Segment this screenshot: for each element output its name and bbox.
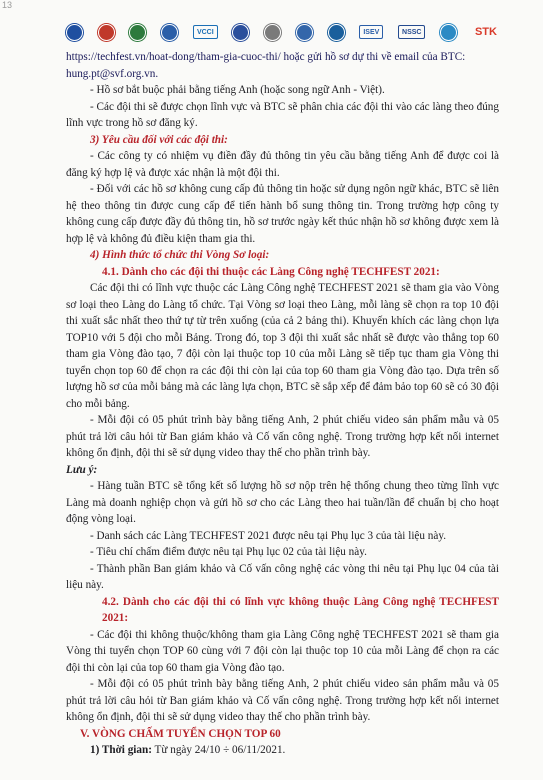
bullet-english-required: - Hồ sơ bắt buộc phải bằng tiếng Anh (hoặc song ngữ Anh - Việt). <box>90 84 385 96</box>
logo-10: ISEV <box>359 25 383 39</box>
bullet-presentation-format-2: - Mỗi đội có 05 phút trình bày bằng tiếng Anh, 2 phút chiếu video sản phẩm mẫu và 05 phút trả lời câu hỏi từ Ban giám khảo và Cố vấn công nghệ. Trong trường hợp kết nối internet không ổn định, đội thi sẽ sử dụng video thay thế cho phần trình bày. <box>66 678 499 723</box>
logo-4 <box>161 24 178 41</box>
paragraph-village-round: Các đội thi có lĩnh vực thuộc các Làng Công nghệ TECHFEST 2021 sẽ tham gia vào Vòng sơ loại theo Làng do Làng tổ chức. Tại Vòng sơ loại theo Làng, mỗi làng sẽ chọn ra top 10 đội thi xuất sắc nhất theo thứ tự từ trên xuống (của cả 2 bảng thi). Khuyến khích các làng chọn lựa TOP10 với 5 đội cho mỗi Bảng. Trong đó, top 3 đội thi xuất sắc nhất sẽ được vào thẳng top 60 tham gia Vòng đào tạo, 7 đội còn lại thuộc top 10 của mỗi Làng sẽ tiếp tục tham gia Vòng thi tuyển chọn top 60 để chọn ra các đội thi còn lại của top 60 tham gia Vòng đào tạo. Dựa trên số lượng hồ sơ của mỗi bảng mà các làng lựa chọn, BTC sẽ sắp xếp để đảm bảo top 60 sẽ có 30 đội cho mỗi bảng. <box>66 282 499 410</box>
subsection-heading-4-1: 4.1. Dành cho các đội thi thuộc các Làng Công nghệ TECHFEST 2021: <box>102 265 440 278</box>
note-village-list: - Danh sách các Làng TECHFEST 2021 được nêu tại Phụ lục 3 của tài liệu này. <box>90 529 447 542</box>
bullet-presentation-format: - Mỗi đội có 05 phút trình bày bằng tiếng Anh, 2 phút chiếu video sản phẩm mẫu và 05 phút trả lời câu hỏi từ Ban giám khảo và Cố vấn công nghệ. Trong trường hợp kết nối internet không ổn định, đội thi sẽ sử dụng video thay thế cho phần trình bày. <box>66 414 499 459</box>
section-heading-4: 4) Hình thức tổ chức thi Vòng Sơ loại: <box>90 249 270 261</box>
note-judges: - Thành phần Ban giám khảo và Cố vấn công nghệ các vòng thi nêu tại Phụ lục 04 của tài liệu này. <box>66 562 499 591</box>
bullet-company-duty: - Các công ty có nhiệm vụ điền đầy đủ thông tin yêu cầu bằng tiếng Anh để được coi là đăng ký hợp lệ và được xác nhận là một đội thi. <box>66 150 499 179</box>
logo-2 <box>98 24 115 41</box>
logo-9 <box>328 24 345 41</box>
logo-3 <box>129 24 146 41</box>
logo-12 <box>440 24 457 41</box>
time-line <box>66 742 499 759</box>
link-paragraph <box>66 49 499 82</box>
logo-1 <box>66 24 83 41</box>
section-heading-5: V. VÒNG CHẤM TUYỂN CHỌN TOP 60 <box>80 727 281 740</box>
document-body <box>66 49 499 759</box>
note-criteria: - Tiêu chí chấm điểm được nêu tại Phụ lục 02 của tài liệu này. <box>90 546 367 558</box>
section-heading-3: 3) Yêu cầu đối với các đội thi: <box>90 133 228 146</box>
logo-7 <box>264 24 281 41</box>
note-heading: Lưu ý: <box>66 463 98 476</box>
bullet-incomplete-files: - Đối với các hồ sơ không cung cấp đủ thông tin hoặc sử dụng ngôn ngữ khác, BTC sẽ liên hệ theo thông tin được cung cấp để tiến hành bổ sung thông tin. Trong trường hợp công ty không cung cấp được đầy đủ thông tin, hồ sơ trước ngày kết thúc nhận hồ sơ không được xem là hợp lệ và không đủ điều kiện tham gia thi. <box>66 183 499 245</box>
time-value: Từ ngày 24/10 ÷ 06/11/2021. <box>151 744 286 756</box>
note-weekly-summary: - Hàng tuần BTC sẽ tổng kết số lượng hồ sơ nộp trên hệ thống chung theo từng lĩnh vực Làng mà doanh nghiệp chọn và gửi hồ sơ cho các Làng theo hai tuần/lần để chuẩn bị cho hoạt động vòng loại. <box>66 480 499 525</box>
logo-8 <box>296 24 313 41</box>
subsection-heading-4-2: 4.2. Dành cho các đội thi có lĩnh vực không thuộc Làng Công nghệ TECHFEST 2021: <box>102 595 499 624</box>
logo-5: VCCI <box>193 25 218 39</box>
logo-11: NSSC <box>398 25 425 39</box>
sponsor-logo-bar <box>66 22 500 42</box>
page-number: 13 <box>2 0 13 10</box>
bullet-non-village-teams: - Các đội thi không thuộc/không tham gia Làng Công nghệ TECHFEST 2021 sẽ tham gia Vòng thi tuyển chọn TOP 60 cùng với 7 đội còn lại thuộc top 10 của mỗi Làng để chọn ra các đội thi còn lại của top 60 tham gia Vòng đào tạo. <box>66 628 499 674</box>
time-label: 1) Thời gian: <box>90 744 152 756</box>
logo-13: STK <box>474 26 497 38</box>
logo-6 <box>232 24 249 41</box>
bullet-field-assignment: - Các đội thi sẽ được chọn lĩnh vực và BTC sẽ phân chia các đội thi vào các làng theo đúng lĩnh vực trong hồ sơ đăng ký. <box>66 100 499 129</box>
registration-link[interactable]: https://techfest.vn/hoat-dong/tham-gia-cuoc-thi/ hoặc gửi hồ sơ dự thi về email của BTC: hung.pt@svf.org.vn. <box>66 51 466 80</box>
